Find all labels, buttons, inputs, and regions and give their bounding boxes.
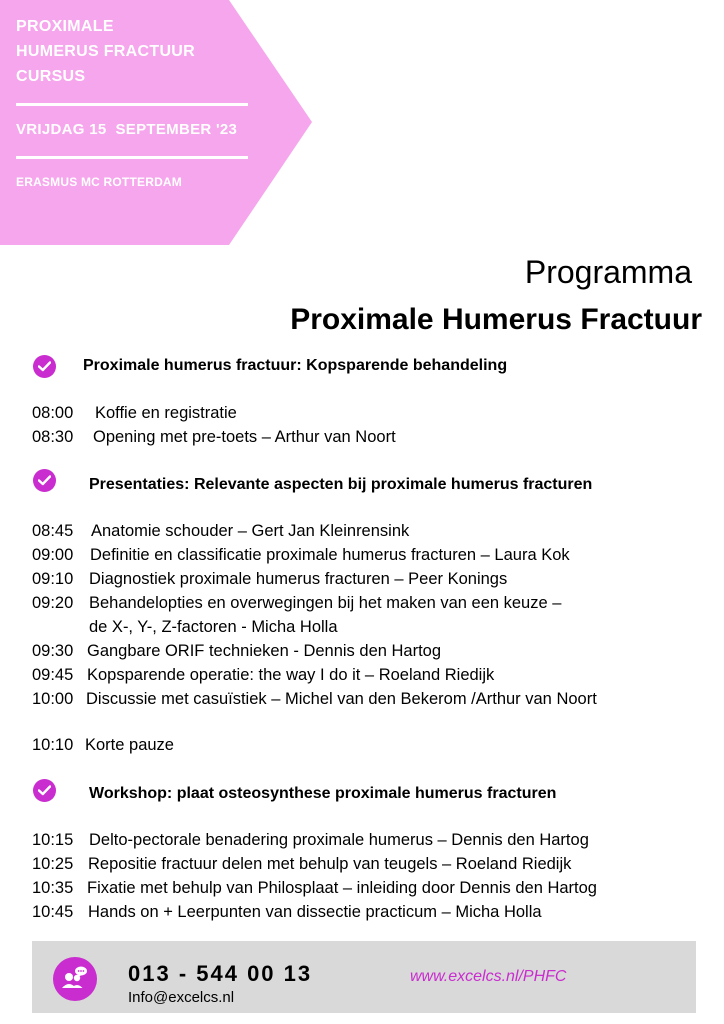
schedule-time: 10:25 [32,855,74,873]
schedule-time: 08:30 [32,428,74,446]
check-circle-icon [33,469,56,492]
email-address[interactable]: Info@excelcs.nl [128,989,235,1006]
phone-number[interactable]: 013 - 544 00 13 [128,961,313,986]
check-circle-icon [33,779,56,802]
schedule-row [32,570,507,589]
schedule-text: Repositie fractuur delen met behulp van teugels – Roeland Riedijk [88,855,572,873]
schedule-row [32,666,494,685]
schedule-row [32,690,597,709]
schedule-row [32,522,409,541]
event-banner [0,0,312,245]
divider [16,103,248,106]
schedule-text: Opening met pre-toets – Arthur van Noort [93,428,396,446]
schedule-text: Fixatie met behulp van Philosplaat – inleiding door Dennis den Hartog [87,879,597,897]
page-subtitle: Programma [524,254,692,290]
schedule-time: 10:45 [32,903,74,921]
section-heading: Proximale humerus fractuur: Kopsparende behandeling [83,357,508,374]
schedule-row [32,879,597,898]
schedule-time: 10:15 [32,831,74,849]
check-circle-icon [33,355,56,378]
schedule-time: 09:10 [32,570,74,588]
schedule-row [32,594,561,613]
schedule-text: Kopsparende operatie: the way I do it – Roeland Riedijk [87,666,495,684]
page-title: Proximale Humerus Fractuur [290,303,702,336]
schedule-row [32,642,441,661]
schedule-text: Discussie met casuïstiek – Michel van den Bekerom /Arthur van Noort [86,690,597,708]
schedule-text: Hands on + Leerpunten van dissectie practicum – Micha Holla [88,903,542,921]
course-title-line: HUMERUS FRACTUUR [16,43,196,60]
schedule-time: 09:30 [32,642,74,660]
schedule-text: Definitie en classificatie proximale humerus fracturen – Laura Kok [90,546,570,564]
schedule-row [32,404,237,423]
schedule-time: 10:10 [32,736,74,754]
schedule-continuation: de X-, Y-, Z-factoren - Micha Holla [89,618,338,636]
course-title [16,14,195,89]
schedule-time: 10:00 [32,690,74,708]
schedule-text: Behandelopties en overwegingen bij het maken van een keuze – [89,594,562,612]
schedule-text: Diagnostiek proximale humerus fracturen – Peer Konings [89,570,508,588]
schedule-time: 09:45 [32,666,74,684]
schedule-row [32,428,396,447]
divider [16,156,248,159]
schedule-time: 09:00 [32,546,74,564]
schedule-text: Gangbare ORIF technieken - Dennis den Hartog [87,642,442,660]
schedule-text: Anatomie schouder – Gert Jan Kleinrensink [91,522,410,540]
schedule-row [32,855,571,874]
schedule-row [32,903,542,922]
course-venue: ERASMUS MC ROTTERDAM [16,175,182,189]
section-heading: Workshop: plaat osteosynthese proximale humerus fracturen [89,785,557,802]
schedule-text: Delto-pectorale benadering proximale humerus – Dennis den Hartog [89,831,589,849]
section-heading: Presentaties: Relevante aspecten bij proximale humerus fracturen [89,476,593,493]
schedule-time: 09:20 [32,594,74,612]
chat-bubbles-people-icon [53,957,97,1001]
schedule-time: 08:45 [32,522,74,540]
schedule-row [32,736,174,755]
course-title-line: CURSUS [16,68,86,85]
schedule-row [32,546,570,565]
website-link[interactable]: www.excelcs.nl/PHFC [410,968,567,985]
schedule-time: 10:35 [32,879,74,897]
course-date: VRIJDAG 15 SEPTEMBER '23 [16,121,238,138]
schedule-row [32,831,589,850]
schedule-time: 08:00 [32,404,74,422]
contact-footer [32,941,696,1013]
schedule-text: Koffie en registratie [95,404,237,422]
course-title-line: PROXIMALE [16,18,114,35]
schedule-text: Korte pauze [85,736,174,754]
